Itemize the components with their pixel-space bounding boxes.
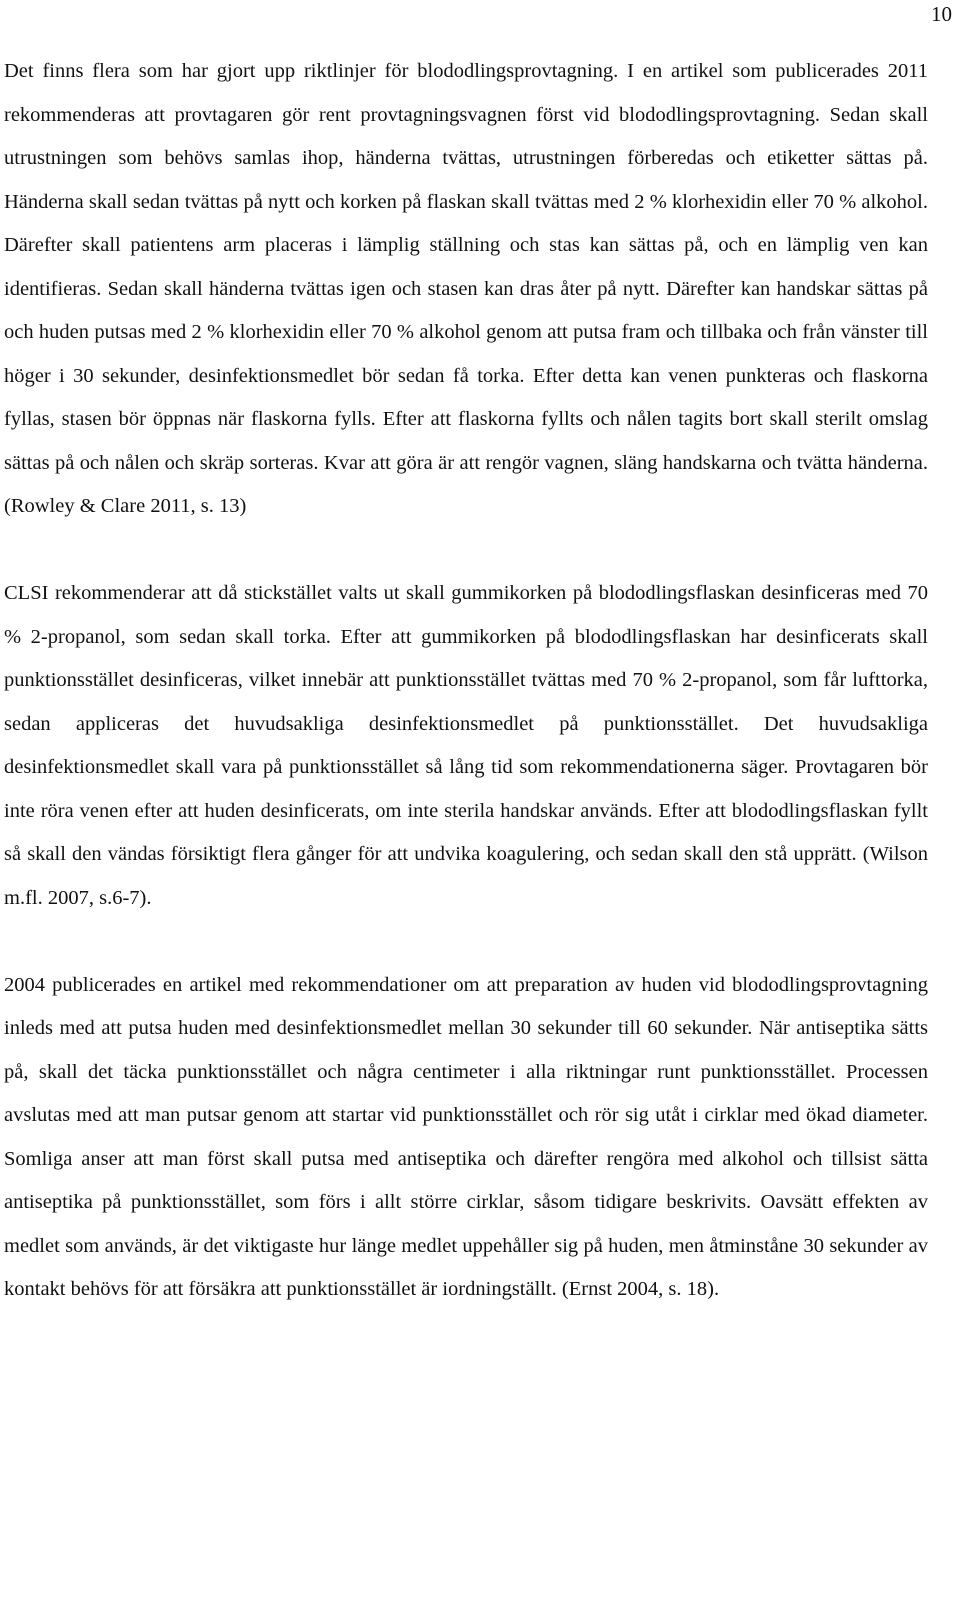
paragraph-rowley-clare: Det finns flera som har gjort upp riktlinjer för blododlingsprovtagning. I en artikel som publicerades 2011 rekommenderas att provtagaren gör rent provtagningsvagnen först vid blododlingsprovtagning. Sedan skall utrustningen som behövs samlas ihop, händerna tvättas, utrustningen förberedas och etiketter sättas på. Händerna skall sedan tvättas på nytt och korken på flaskan skall tvättas med 2 % klorhexidin eller 70 % alkohol. Därefter skall patientens arm placeras i lämplig ställning och stas kan sättas på, och en lämplig ven kan identifieras. Sedan skall händerna tvättas igen och stasen kan dras åter på nytt. Därefter kan handskar sättas på och huden putsas med 2 % klorhexidin eller 70 % alkohol genom att putsa fram och tillbaka och från vänster till höger i 30 sekunder, desinfektionsmedlet bör sedan få torka. Efter detta kan venen punkteras och flaskorna fyllas, stasen bör öppnas när flaskorna fylls. Efter att flaskorna fyllts och nålen tagits bort skall sterilt omslag sättas på och nålen och skräp sorteras. Kvar att göra är att rengör vagnen, släng handskarna och tvätta händerna. (Rowley & Clare 2011, s. 13): [4, 60, 928, 517]
paragraph-ernst: 2004 publicerades en artikel med rekommendationer om att preparation av huden vid blododlingsprovtagning inleds med att putsa huden med desinfektionsmedlet mellan 30 sekunder till 60 sekunder. När antiseptika sätts på, skall det täcka punktionsstället och några centimeter i alla riktningar runt punktionsstället. Processen avslutas med att man putsar genom att startar vid punktionsstället och rör sig utåt i cirklar med ökad diameter. Somliga anser att man först skall putsa med antiseptika och därefter rengöra med alkohol och tillsist sätta antiseptika på punktionsstället, som förs i allt större cirklar, såsom tidigare beskrivits. Oavsätt effekten av medlet som används, är det viktigaste hur länge medlet uppehåller sig på huden, men åtminståne 30 sekunder av kontakt behövs för att försäkra att punktionsstället är iordningställt. (Ernst 2004, s. 18).: [4, 973, 928, 1300]
page-number: 10: [931, 2, 952, 26]
document-body: [4, 50, 928, 1312]
paragraph-clsi-wilson: CLSI rekommenderar att då stickstället valts ut skall gummikorken på blododlingsflaskan desinficeras med 70 % 2-propanol, som sedan skall torka. Efter att gummikorken på blododlingsflaskan har desinficerats skall punktionsstället desinficeras, vilket innebär att punktionsstället tvättas med 70 % 2-propanol, som får lufttorka, sedan appliceras det huvudsakliga desinfektionsmedlet på punktionsstället. Det huvudsakliga desinfektionsmedlet skall vara på punktionsstället så lång tid som rekommendationerna säger. Provtagaren bör inte röra venen efter att huden desinficerats, om inte sterila handskar används. Efter att blododlingsflaskan fyllt så skall den vändas försiktigt flera gånger för att undvika koagulering, och sedan skall den stå upprätt. (Wilson m.fl. 2007, s.6-7).: [4, 582, 928, 909]
